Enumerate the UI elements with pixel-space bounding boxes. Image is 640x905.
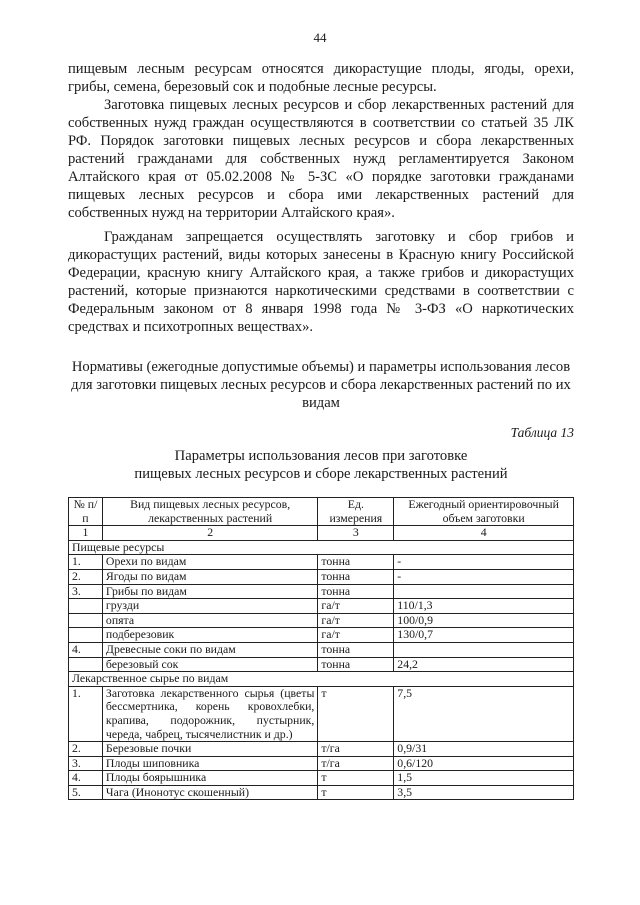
row-value: - (394, 555, 574, 570)
row-num: 5. (69, 785, 103, 800)
table-row (69, 642, 574, 657)
table-row (69, 771, 574, 786)
row-value (394, 642, 574, 657)
row-name: Орехи по видам (102, 555, 317, 570)
header-type: Вид пищевых лесных ресурсов, лекарственных растений (102, 498, 317, 526)
row-unit: тонна (318, 569, 394, 584)
table-row (69, 584, 574, 599)
row-value: - (394, 569, 574, 584)
row-value: 3,5 (394, 785, 574, 800)
row-name: Заготовка лекарственного сырья (цветы бессмертника, корень кровохлебки, крапива, подорожник, пустырник, череда, чабрец, тысячелистник и др.) (102, 686, 317, 741)
section-label: Пищевые ресурсы (69, 540, 574, 555)
row-name: Грибы по видам (102, 584, 317, 599)
row-num: 3. (69, 584, 103, 599)
col-number: 4 (394, 526, 574, 541)
row-num: 4. (69, 771, 103, 786)
row-name: Ягоды по видам (102, 569, 317, 584)
table-label: Таблица 13 (510, 425, 574, 440)
row-num (69, 628, 103, 643)
paragraph-1: пищевым лесным ресурсам относятся дикорастущие плоды, ягоды, орехи, грибы, семена, березовый сок и подобные лесные ресурсы. (68, 61, 574, 95)
col-number: 3 (318, 526, 394, 541)
parameters-table (68, 497, 574, 800)
row-num (69, 613, 103, 628)
table-row (69, 657, 574, 672)
paragraph-3: Гражданам запрещается осуществлять заготовку и сбор грибов и дикорастущих растений, виды которых занесены в Красную книгу Российской Федерации, красную книгу Алтайского края, а также грибов и дикорастущих растений, которые признаются наркотическими средствами в соответствии с Федеральным законом от 8 января 1998 года № 3-ФЗ «О наркотических средствах и психотропных веществах». (68, 229, 574, 335)
table-row (69, 613, 574, 628)
section-title: Нормативы (ежегодные допустимые объемы) и параметры использования лесов для заготовки пищевых лесных ресурсов и сбора лекарственных растений по их видам (71, 359, 571, 411)
row-name: Плоды боярышника (102, 771, 317, 786)
row-value (394, 584, 574, 599)
row-value: 0,6/120 (394, 756, 574, 771)
row-value: 1,5 (394, 771, 574, 786)
row-unit: тонна (318, 555, 394, 570)
row-name: березовый сок (102, 657, 317, 672)
row-name: подберезовик (102, 628, 317, 643)
row-value: 100/0,9 (394, 613, 574, 628)
row-unit: т/га (318, 756, 394, 771)
row-name: Плоды шиповника (102, 756, 317, 771)
table-row (69, 569, 574, 584)
row-num: 1. (69, 555, 103, 570)
section-row-medicinal (69, 672, 574, 687)
page-number: 44 (313, 30, 327, 45)
header-volume: Ежегодный ориентировочный объем заготовки (394, 498, 574, 526)
col-number: 2 (102, 526, 317, 541)
header-num: № п/п (69, 498, 103, 526)
row-num: 2. (69, 569, 103, 584)
row-name: Чага (Инонотус скошенный) (102, 785, 317, 800)
row-unit: тонна (318, 657, 394, 672)
row-unit: тонна (318, 642, 394, 657)
table-row (69, 555, 574, 570)
table-header-row (69, 498, 574, 526)
row-num: 2. (69, 742, 103, 757)
row-unit: га/т (318, 613, 394, 628)
column-number-row (69, 526, 574, 541)
row-num: 1. (69, 686, 103, 741)
row-name: опята (102, 613, 317, 628)
row-value: 110/1,3 (394, 599, 574, 614)
row-name: Березовые почки (102, 742, 317, 757)
row-value: 130/0,7 (394, 628, 574, 643)
row-name: грузди (102, 599, 317, 614)
row-unit: га/т (318, 628, 394, 643)
table-row (69, 756, 574, 771)
table-row (69, 785, 574, 800)
header-unit: Ед. измерения (318, 498, 394, 526)
table-row (69, 599, 574, 614)
row-num: 4. (69, 642, 103, 657)
row-unit: тонна (318, 584, 394, 599)
row-value: 0,9/31 (394, 742, 574, 757)
table-title-line-2: пищевых лесных ресурсов и сборе лекарственных растений (134, 466, 508, 482)
col-number: 1 (69, 526, 103, 541)
row-unit: га/т (318, 599, 394, 614)
row-name: Древесные соки по видам (102, 642, 317, 657)
row-value: 24,2 (394, 657, 574, 672)
row-unit: т (318, 686, 394, 741)
section-label: Лекарственное сырье по видам (69, 672, 574, 687)
section-row-food (69, 540, 574, 555)
table-row (69, 686, 574, 741)
row-unit: т (318, 771, 394, 786)
row-num (69, 657, 103, 672)
row-num: 3. (69, 756, 103, 771)
document-body (68, 60, 574, 800)
table-title (68, 447, 574, 483)
row-num (69, 599, 103, 614)
row-unit: т (318, 785, 394, 800)
table-title-line-1: Параметры использования лесов при заготовке (174, 448, 468, 464)
table-row (69, 628, 574, 643)
paragraph-2: Заготовка пищевых лесных ресурсов и сбор лекарственных растений для собственных нужд граждан осуществляются в соответствии со статьей 35 ЛК РФ. Порядок заготовки пищевых лесных ресурсов и сбора лекарственных растений гражданами для собственных нужд регламентируется Законом Алтайского края от 05.02.2008 № 5-ЗС «О порядке заготовки гражданами пищевых лесных ресурсов и сбора ими лекарственных растений для собственных нужд на территории Алтайского края». (68, 97, 574, 221)
table-row (69, 742, 574, 757)
row-unit: т/га (318, 742, 394, 757)
row-value: 7,5 (394, 686, 574, 741)
